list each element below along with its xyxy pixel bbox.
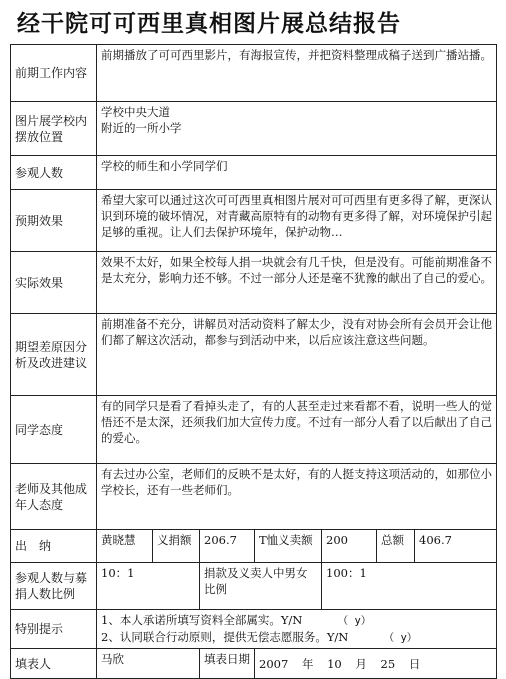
row-content: 前期准备不充分，讲解员对活动资料了解太少，没有对协会所有会员开会让他们都了解这次活动，都参与到活动中来，以后应该注意这些问题。 — [97, 314, 497, 396]
row-content: 效果不太好，如果全校每人捐一块就会有几千快，但是没有。可能前期准备不是太充分，影响力还不够。不过一部分人还是毫不犹豫的献出了自己的爱心。 — [97, 252, 497, 314]
row-content: 前期播放了可可西里影片，有海报宣传，并把资料整理成稿子送到广播站播。 — [97, 45, 497, 102]
gender-ratio-value: 100：1 — [322, 563, 497, 610]
report-table — [10, 44, 497, 679]
row-label: 老师及其他成年人态度 — [11, 464, 97, 530]
note-text: 2、认同联合行动原则，提供无偿志愿服务。Y/N — [101, 630, 349, 644]
donation-label: 义捐额 — [153, 530, 200, 563]
filler-label: 填表人 — [11, 649, 97, 679]
row-label: 前期工作内容 — [11, 45, 97, 102]
total-value: 406.7 — [415, 530, 497, 563]
date-label: 填表日期 — [200, 649, 255, 679]
income-row — [11, 530, 497, 563]
tshirt-sale-label: T恤义卖额 — [255, 530, 322, 563]
row-label: 预期效果 — [11, 190, 97, 252]
table-row — [11, 102, 497, 156]
row-content: 有的同学只是看了看掉头走了，有的人甚至走过来看都不看，说明一些人的觉悟还不是太深，还须我们加大宣传力度。不过有一部分人看了以后献出了自己的爱心。 — [97, 396, 497, 464]
note-line — [101, 629, 492, 646]
table-row — [11, 190, 497, 252]
filler-name: 马欣 — [97, 649, 200, 679]
notes-content — [97, 610, 497, 649]
content-line: 附近的一所小学 — [101, 121, 182, 135]
row-label: 实际效果 — [11, 252, 97, 314]
row-label: 参观人数 — [11, 156, 97, 190]
content-line: 学校中央大道 — [101, 105, 170, 119]
table-row — [11, 396, 497, 464]
page-title: 经干院可可西里真相图片展总结报告 — [17, 10, 401, 37]
income-label: 出 纳 — [11, 530, 97, 563]
row-content: 希望大家可以通过这次可可西里真相图片展对可可西里有更多得了解，更深认识到环境的破坏情况，对青藏高原特有的动物有更多得了解，对环境保护引起足够的重视。让人们去保护环境年，保护动物… — [97, 190, 497, 252]
notes-label: 特别提示 — [11, 610, 97, 649]
row-label: 同学态度 — [11, 396, 97, 464]
fill-date — [255, 649, 497, 679]
note-line — [101, 612, 492, 629]
donation-value: 206.7 — [200, 530, 255, 563]
table-row — [11, 314, 497, 396]
ratio-label: 参观人数与募捐人数比例 — [11, 563, 97, 610]
ratio-row — [11, 563, 497, 610]
date-month: 10 — [327, 656, 342, 671]
ratio-value: 10：1 — [97, 563, 200, 610]
row-content: 学校的师生和小学同学们 — [97, 156, 497, 190]
note-tick: （ y） — [337, 615, 372, 627]
tshirt-sale-value: 200 — [322, 530, 377, 563]
row-label: 期望差原因分析及改进建议 — [11, 314, 97, 396]
date-month-unit: 月 — [355, 656, 367, 671]
date-day-unit: 日 — [408, 656, 421, 671]
row-label: 图片展学校内摆放位置 — [11, 102, 97, 156]
table-row — [11, 252, 497, 314]
date-year: 2007 — [259, 656, 289, 671]
table-row — [11, 464, 497, 530]
table-row — [11, 45, 497, 102]
table-row — [11, 156, 497, 190]
note-tick: （ y） — [383, 632, 418, 644]
cashier-name: 黄晓慧 — [97, 530, 153, 563]
footer-row — [11, 649, 497, 679]
row-content — [97, 102, 497, 156]
notes-row — [11, 610, 497, 649]
date-year-unit: 年 — [301, 656, 314, 671]
row-content: 有去过办公室，老师们的反映不是太好，有的人挺支持这项活动的，如那位小学校长，还有一些老师们。 — [97, 464, 497, 530]
gender-ratio-label: 捐款及义卖人中男女比例 — [200, 563, 322, 610]
total-label: 总额 — [377, 530, 415, 563]
note-text: 1、本人承诺所填写资料全部属实。Y/N — [101, 613, 303, 627]
date-day: 25 — [380, 656, 396, 671]
